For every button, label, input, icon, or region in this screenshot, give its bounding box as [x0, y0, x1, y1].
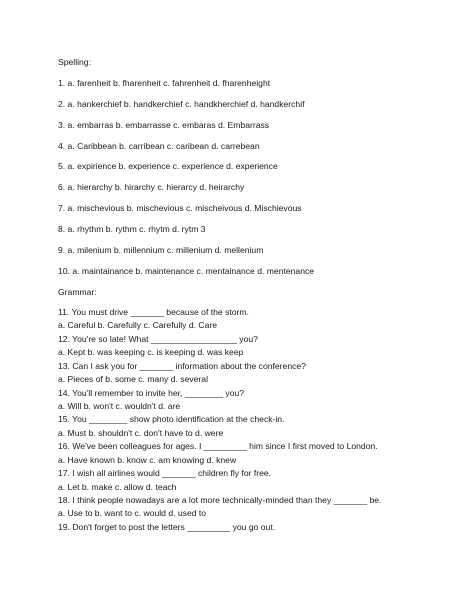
grammar-options: a. Let b. make c. allow d. teach — [58, 482, 177, 492]
spelling-item: 8. a. rhythm b. rythm c. rhytm d. rytm 3 — [58, 224, 206, 234]
grammar-options: a. Kept b. was keeping c. is keeping d. was keep — [58, 347, 244, 357]
grammar-question: 17. I wish all airlines would _______ children fly for free. — [58, 468, 272, 478]
spelling-item: 5. a. expirience b. experience c. experience d. experience — [58, 161, 278, 171]
document-page — [58, 0, 468, 613]
grammar-question: 14. You'll remember to invite her, ________ you? — [58, 388, 245, 398]
spelling-item: 7. a. mischevious b. mischevious c. mischeivous d. Mischievous — [58, 203, 302, 213]
grammar-question: 12. You're so late! What __________________ you? — [58, 334, 258, 344]
grammar-options: a. Use to b. want to c. would d. used to — [58, 508, 207, 518]
spelling-item: 6. a. hierarchy b. hirarchy c. hierarcy d. heirarchy — [58, 182, 245, 192]
grammar-question: 18. I think people nowadays are a lot more technically-minded than they _______ be. — [58, 495, 382, 505]
spelling-item: 2. a. hankerchief b. handkerchief c. handkherchief d. handkerchif — [58, 99, 305, 109]
spelling-item: 1. a. farenheit b. fharenheit c. fahrenheit d. fharenheight — [58, 78, 271, 88]
grammar-question: 15. You ________ show photo identification at the check-in. — [58, 414, 285, 424]
grammar-options: a. Have known b. know c. am knowing d. knew — [58, 455, 237, 465]
grammar-question: 19. Don't forget to post the letters _________ you go out. — [58, 522, 276, 532]
grammar-options: a. Will b. won't c. wouldn't d. are — [58, 401, 181, 411]
grammar-heading: Grammar: — [58, 287, 97, 297]
spelling-heading: Spelling: — [58, 57, 91, 67]
grammar-options: a. Pieces of b. some c. many d. several — [58, 374, 208, 384]
grammar-question: 13. Can I ask you for _______ information about the conference? — [58, 361, 306, 371]
grammar-options: a. Careful b. Carefully c. Carefully d. Care — [58, 320, 218, 330]
spelling-item: 9. a. milenium b. millennium c. millenium d. mellenium — [58, 245, 264, 255]
grammar-options: a. Must b. shouldn't c. don't have to d. were — [58, 428, 224, 438]
grammar-question: 16. We've been colleagues for ages. I _________ him since I first moved to London. — [58, 441, 378, 451]
spelling-item: 10. a. maintainance b. maintenance c. mentainance d. mentenance — [58, 266, 315, 276]
grammar-question: 11. You must drive _______ because of the storm. — [58, 307, 249, 317]
spelling-item: 4. a. Caribbean b. carribean c. caribean d. carrebean — [58, 141, 260, 151]
spelling-item: 3. a. embarras b. embarrasse c. embaras d. Embarrass — [58, 120, 270, 130]
